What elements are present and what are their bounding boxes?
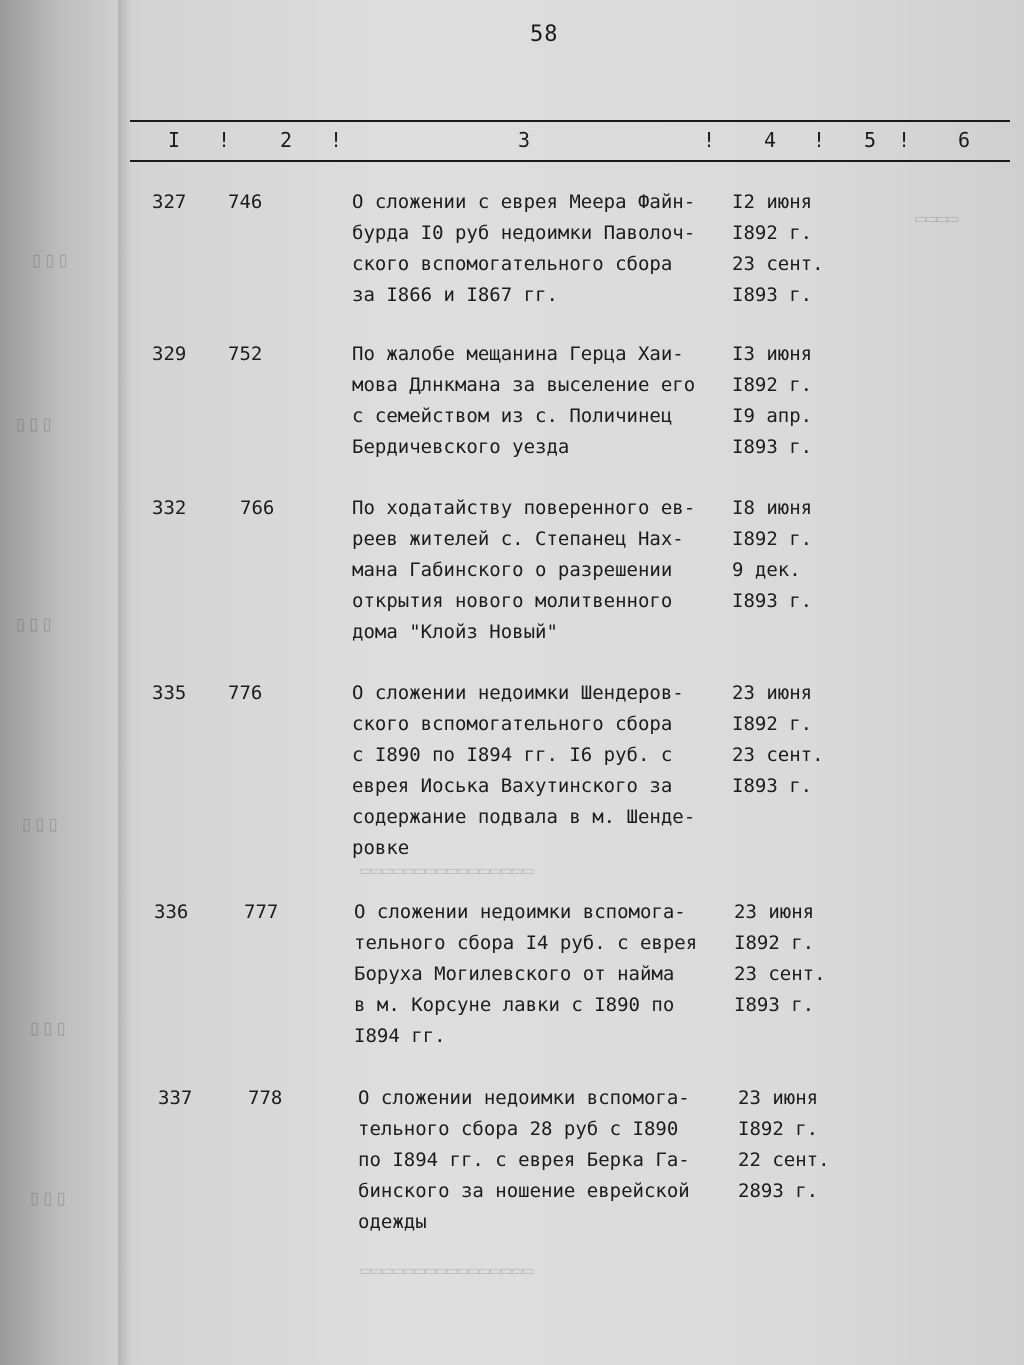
description-line: мана Габинского о разрешении: [352, 559, 673, 581]
column-separator: !: [898, 128, 911, 152]
column-header-4: 4: [764, 128, 777, 152]
column-separator: !: [218, 128, 231, 152]
description-line: бурда I0 руб недоимки Паволоч-: [352, 222, 696, 244]
description-line: за I866 и I867 гг.: [352, 284, 558, 306]
bleed-through-mark: ▭▭▭▭▭▭▭▭▭▭▭▭▭▭▭▭: [360, 1260, 534, 1281]
bleed-through-mark: ▯▯▯: [14, 412, 54, 437]
date-line: I8 июня: [732, 497, 813, 519]
description-line: О сложении с еврея Меера Файн-: [352, 191, 696, 213]
entry-description: [358, 1083, 748, 1238]
date-line: I892 г.: [732, 222, 813, 244]
column-separator: !: [330, 128, 343, 152]
date-line: I893 г.: [732, 590, 813, 612]
case-number: 777: [244, 901, 279, 923]
date-line: 23 сент.: [732, 253, 824, 275]
date-line: I892 г.: [732, 713, 813, 735]
entry-dates: [734, 897, 844, 1021]
description-line: дома "Клойз Новый": [352, 621, 558, 643]
description-line: О сложении недоимки вспомога-: [358, 1087, 690, 1109]
entry-dates: [738, 1083, 848, 1207]
record-number: 335: [152, 682, 187, 704]
description-line: открытия нового молитвенного: [352, 590, 673, 612]
date-line: I9 апр.: [732, 405, 813, 427]
date-line: I892 г.: [738, 1118, 819, 1140]
description-line: еврея Иоська Вахутинского за: [352, 775, 673, 797]
description-line: ского вспомогательного сбора: [352, 253, 673, 275]
description-line: По ходатайству поверенного ев-: [352, 497, 696, 519]
column-header-3: 3: [518, 128, 531, 152]
bleed-through-mark: ▭▭▭▭▭▭▭▭▭▭▭▭▭▭▭▭: [360, 860, 534, 881]
column-header-5: 5: [864, 128, 877, 152]
description-line: ровке: [352, 837, 410, 859]
date-line: I2 июня: [732, 191, 813, 213]
date-line: I893 г.: [732, 436, 813, 458]
description-line: ского вспомогательного сбора: [352, 713, 673, 735]
table-row: [158, 1083, 858, 1243]
bleed-through-mark: ▯▯▯: [28, 1186, 68, 1211]
entry-description: [352, 678, 742, 864]
bleed-through-mark: ▯▯▯: [30, 248, 70, 273]
date-line: 2893 г.: [738, 1180, 819, 1202]
date-line: 9 дек.: [732, 559, 801, 581]
entry-description: [352, 187, 742, 311]
date-line: 23 сент.: [732, 744, 824, 766]
date-line: I892 г.: [732, 528, 813, 550]
case-number: 776: [228, 682, 263, 704]
header-rule-top: [130, 120, 1010, 122]
bleed-through-mark: ▭▭▭▭: [915, 208, 959, 229]
description-line: тельного сбора I4 руб. с еврея: [354, 932, 698, 954]
date-line: I892 г.: [734, 932, 815, 954]
entry-description: [354, 897, 744, 1052]
case-number: 778: [248, 1087, 283, 1109]
table-row: [152, 493, 852, 653]
description-line: тельного сбора 28 руб с I890: [358, 1118, 679, 1140]
date-line: 23 июня: [732, 682, 813, 704]
record-number: 327: [152, 191, 187, 213]
description-line: в м. Корсуне лавки с I890 по: [354, 994, 675, 1016]
date-line: I893 г.: [732, 775, 813, 797]
description-line: реев жителей с. Степанец Нах-: [352, 528, 684, 550]
entry-dates: [732, 493, 842, 617]
date-line: 22 сент.: [738, 1149, 830, 1171]
entry-description: [352, 339, 742, 463]
column-separator: !: [703, 128, 716, 152]
column-header-1: I: [168, 128, 181, 152]
date-line: 23 июня: [738, 1087, 819, 1109]
description-line: по I894 гг. с еврея Берка Га-: [358, 1149, 690, 1171]
description-line: Боруха Могилевского от найма: [354, 963, 675, 985]
entry-description: [352, 493, 742, 648]
bleed-through-mark: ▯▯▯: [14, 612, 54, 637]
description-line: содержание подвала в м. Шенде-: [352, 806, 696, 828]
header-rule-bottom: [130, 160, 1010, 162]
description-line: По жалобе мещанина Герца Хаи-: [352, 343, 684, 365]
entry-dates: [732, 187, 842, 311]
table-row: [152, 187, 852, 317]
page-fold-shadow: [118, 0, 132, 1365]
date-line: 23 сент.: [734, 963, 826, 985]
description-line: мова Длнкмана за выселение его: [352, 374, 696, 396]
description-line: бинского за ношение еврейской: [358, 1180, 690, 1202]
date-line: I893 г.: [732, 284, 813, 306]
date-line: I892 г.: [732, 374, 813, 396]
column-header-2: 2: [280, 128, 293, 152]
bleed-through-mark: ▯▯▯: [20, 812, 60, 837]
date-line: I893 г.: [734, 994, 815, 1016]
record-number: 337: [158, 1087, 193, 1109]
description-line: О сложении недоимки вспомога-: [354, 901, 686, 923]
case-number: 746: [228, 191, 263, 213]
description-line: О сложении недоимки Шендеров-: [352, 682, 684, 704]
description-line: I894 гг.: [354, 1025, 446, 1047]
case-number: 752: [228, 343, 263, 365]
table-row: [152, 339, 852, 469]
entry-dates: [732, 339, 842, 463]
entry-dates: [732, 678, 842, 802]
description-line: одежды: [358, 1211, 427, 1233]
description-line: с семейством из с. Поличинец: [352, 405, 673, 427]
column-header-6: 6: [958, 128, 971, 152]
record-number: 329: [152, 343, 187, 365]
page-number: 58: [530, 22, 559, 47]
bleed-through-mark: ▯▯▯: [28, 1016, 68, 1041]
column-separator: !: [813, 128, 826, 152]
record-number: 332: [152, 497, 187, 519]
description-line: с I890 по I894 гг. I6 руб. с: [352, 744, 673, 766]
table-row: [152, 678, 852, 868]
record-number: 336: [154, 901, 189, 923]
case-number: 766: [240, 497, 275, 519]
date-line: 23 июня: [734, 901, 815, 923]
description-line: Бердичевского уезда: [352, 436, 570, 458]
date-line: I3 июня: [732, 343, 813, 365]
table-row: [154, 897, 854, 1057]
